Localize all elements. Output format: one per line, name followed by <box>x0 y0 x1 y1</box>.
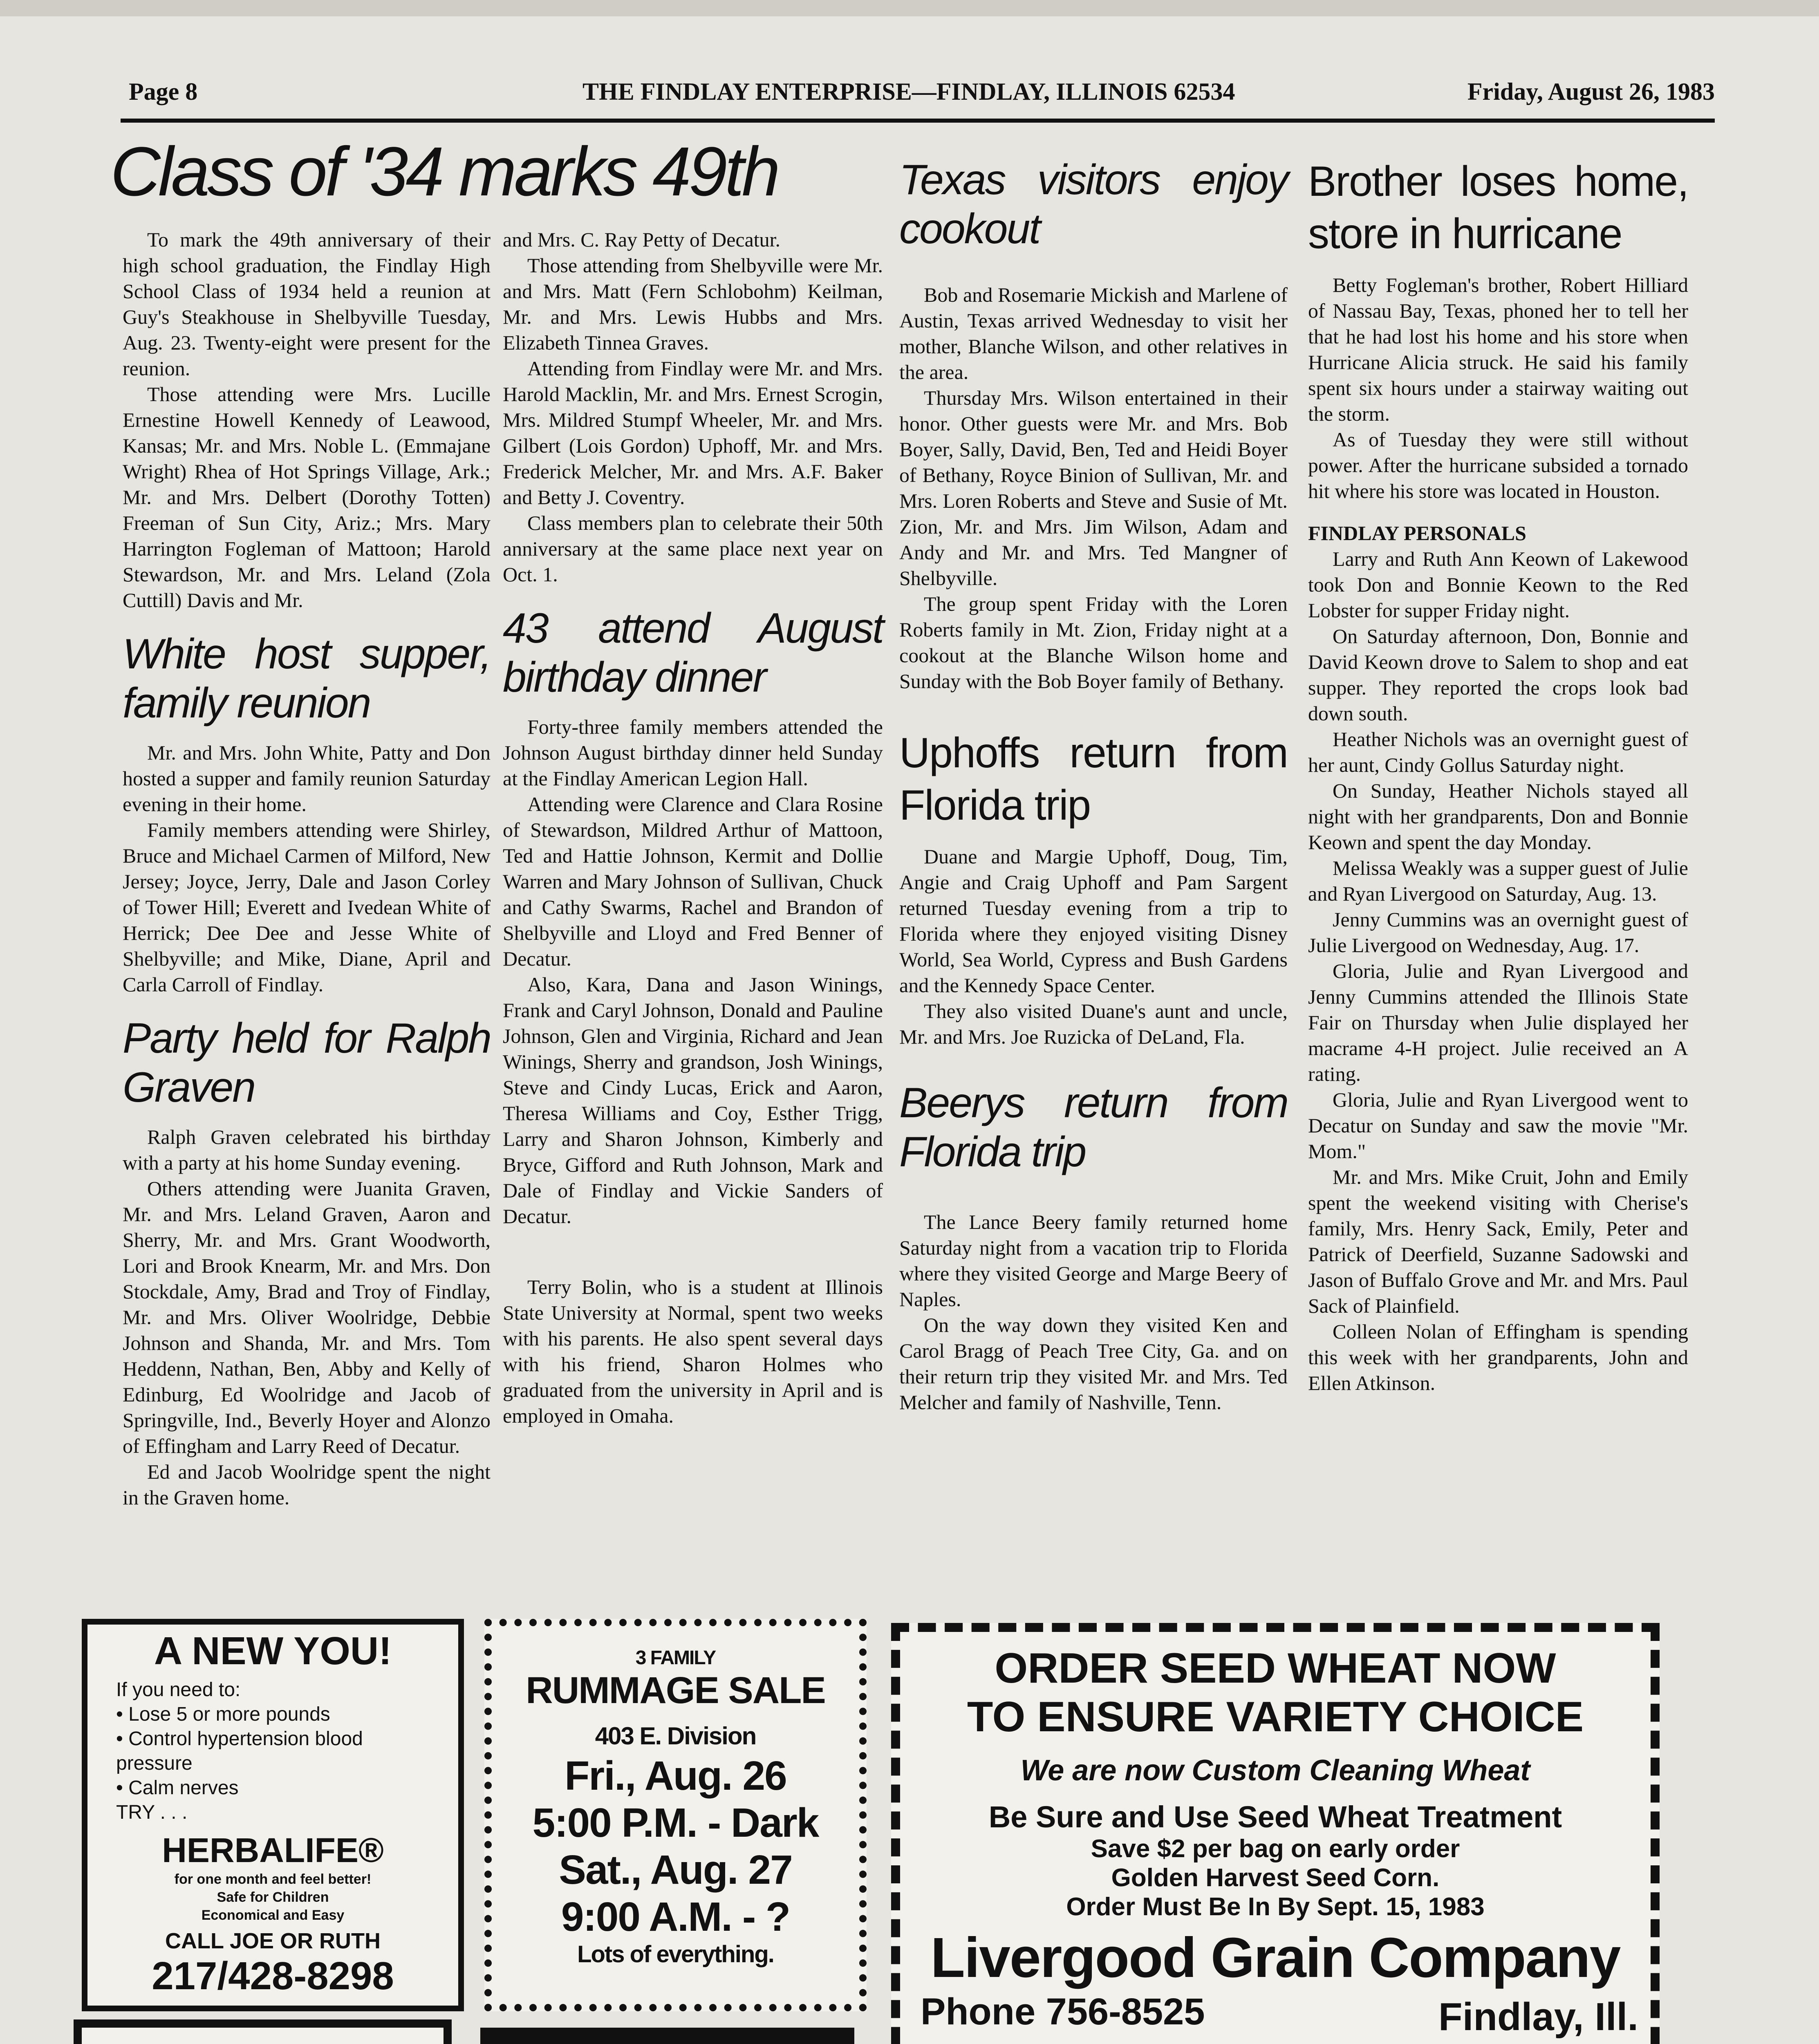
personals-paragraph: Mr. and Mrs. Mike Cruit, John and Emily spent the weekend visiting with Cherise's family, Mrs. Henry Sack, Emily, Peter and Patrick of Deerfield, Suzanne Sadowski and Jason of Buffalo Grove and Mr. and Mrs. Paul Sack of Plainfield. <box>1308 1165 1688 1317</box>
herbalife-text: If you need to: <box>116 1679 241 1701</box>
personals-subhead: FINDLAY PERSONALS <box>1308 522 1526 545</box>
personals-paragraph: Gloria, Julie and Ryan Livergood and Jenny Cummins attended the Illinois State Fair on Thursday when Julie displayed her macrame 4-H project. Julie received an A rating. <box>1308 959 1688 1085</box>
class34-paragraph: Those attending from Shelbyville were Mr. and Mrs. Matt (Fern Schlobohm) Keilman, Mr. and Mrs. Lewis Hubbs and Mrs. Elizabeth Tinnea Graves. <box>503 254 883 354</box>
bolin-paragraph: Terry Bolin, who is a student at Illinois State University at Normal, spent two weeks with his parents. He also spent several days with his friend, Sharon Holmes who graduated from the university in April and is employed in Omaha. <box>503 1275 883 1427</box>
class34-headline-block <box>110 133 887 211</box>
seed-wheat-ad <box>891 1623 1660 2044</box>
rummage-note: Lots of everything. <box>577 1941 774 1968</box>
personals-paragraph: Colleen Nolan of Effingham is spending this week with her grandparents, John and Ellen Atkinson. <box>1308 1320 1688 1394</box>
rummage-title: RUMMAGE SALE <box>526 1670 825 1711</box>
seed-town: Findlay, Ill. <box>1438 1995 1638 2039</box>
graven-paragraph: Ed and Jacob Woolridge spent the night in the Graven home. <box>123 1460 491 1509</box>
texas-paragraph: Bob and Rosemarie Mickish and Marlene of Austin, Texas arrived Wednesday to visit her mother, Blanche Wilson, and other relatives in the area. <box>899 283 1288 383</box>
beery-paragraph: On the way down they visited Ken and Carol Bragg of Peach Tree City, Ga. and on their return trip they visited Mr. and Mrs. Ted Melcher and family of Nashville, Tenn. <box>899 1313 1288 1414</box>
page-number: Page 8 <box>129 78 198 105</box>
personals-paragraph: Gloria, Julie and Ryan Livergood went to Decatur on Sunday and saw the movie "Mr. Mom." <box>1308 1088 1688 1163</box>
texas-paragraph: Thursday Mrs. Wilson entertained in their honor. Other guests were Mr. and Mrs. Bob Boyer, Sally, David, Ben, Ted and Heidi Boyer of Bethany, Royce Binion of Sullivan, Mr. and Mrs. Loren Roberts and Steve and Susie of Mt. Zion, Mr. and Mrs. Jim Wilson, Adam and Andy and Mr. and Mrs. Ted Mangner of Shelbyville. <box>899 386 1288 589</box>
herbalife-phone: 217/428-8298 <box>152 1954 394 1998</box>
texas-headline: Texas visitors enjoy cookout <box>899 156 1288 253</box>
seed-company: Livergood Grain Company <box>930 1926 1620 1989</box>
personals-paragraph: On Sunday, Heather Nichols stayed all night with her grandparents, Don and Bonnie Keown and spent the day Monday. <box>1308 779 1688 854</box>
rummage-address: 403 E. Division <box>595 1722 756 1750</box>
rummage-sale-ad <box>484 1619 867 2011</box>
texas-paragraph: The group spent Friday with the Loren Roberts family in Mt. Zion, Friday night at a cookout at the Blanche Wilson home and Sunday with the Bob Boyer family of Bethany. <box>899 592 1288 693</box>
rummage-day: Fri., Aug. 26 <box>565 1753 786 1799</box>
herbalife-try: TRY . . . <box>116 1802 188 1823</box>
class34-paragraph: Those attending were Mrs. Lucille Ernestine Howell Kennedy of Leawood, Kansas; Mr. and Mrs. Noble L. (Emmajane Wright) Rhea of Hot Springs Village, Ark.; Mr. and Mrs. Delbert (Dorothy Totten) Freeman of Sun City, Ariz.; Mrs. Mary Harrington Fogleman of Mattoon; Harold Stewardson, Mr. and Mrs. Leland (Zola Cuttill) Davis and Mr. <box>123 383 491 612</box>
johnson-headline: 43 attend August birthday dinner <box>503 605 883 701</box>
class34-headline: Class of '34 marks 49th <box>110 133 778 211</box>
johnson-paragraph: Forty-three family members attended the Johnson August birthday dinner held Sunday at the Findlay American Legion Hall. <box>503 715 883 790</box>
seed-headline: ORDER SEED WHEAT NOW <box>995 1645 1556 1692</box>
herbalife-tagline: Safe for Children <box>217 1889 329 1905</box>
issue-date: Friday, August 26, 1983 <box>1467 78 1715 105</box>
rothman-ad <box>74 2019 452 2044</box>
rummage-day: Sat., Aug. 27 <box>559 1847 792 1893</box>
herbalife-title: A NEW YOU! <box>154 1629 392 1673</box>
personals-paragraph: On Saturday afternoon, Don, Bonnie and David Keown drove to Salem to shop and eat supper. They reported the crops look bad down south. <box>1308 625 1688 725</box>
page-top-edge <box>0 0 1819 16</box>
herbalife-tagline: Economical and Easy <box>201 1907 345 1923</box>
beery-headline: Beerys return from Florida trip <box>899 1079 1288 1176</box>
class34-paragraph: To mark the 49th anniversary of their high school graduation, the Findlay High School Class of 1934 held a reunion at Guy's Steakhouse in Shelbyville Tuesday, Aug. 23. Twenty-eight were present for the reunion. <box>123 228 491 380</box>
personals-paragraph: Heather Nichols was an overnight guest of her aunt, Cindy Gollus Saturday night. <box>1308 728 1688 776</box>
column-4 <box>1308 155 1688 1396</box>
hurricane-paragraph: Betty Fogleman's brother, Robert Hilliard of Nassau Bay, Texas, phoned her to tell her that he had lost his home and his store when Hurricane Alicia struck. He said his family spent six hours under a stairway waiting out the storm. <box>1308 273 1688 425</box>
column-3 <box>899 155 1288 1415</box>
white-headline: White host supper, family reunion <box>123 630 491 727</box>
seed-text: Be Sure and Use Seed Wheat Treatment <box>988 1800 1562 1834</box>
seed-text: Save $2 per bag on early order <box>1091 1835 1460 1863</box>
herbalife-bullet: • Lose 5 or more pounds <box>116 1703 330 1725</box>
newspaper-name: THE FINDLAY ENTERPRISE—FINDLAY, ILLINOIS 62534 <box>582 78 1235 105</box>
herbalife-tagline: for one month and feel better! <box>174 1871 372 1887</box>
for-sale-ad <box>480 2028 854 2044</box>
masthead <box>121 78 1715 123</box>
graven-paragraph: Others attending were Juanita Graven, Mr. and Mrs. Leland Graven, Aaron and Sherry, Mr. and Mrs. Grant Woodworth, Lori and Brook Knearm, Mr. and Mrs. Don Stockdale, Amy, Brad and Troy of Findlay, Mr. and Mrs. Oliver Woolridge, Debbie Johnson and Shanda, Mr. and Mrs. Tom Heddenn, Nathan, Ben, Abby and Kelly of Edinburg, Ed Woolridge and Jacob of Springville, Ind., Beverly Hoyer and Alonzo of Effingham and Larry Reed of Decatur. <box>123 1177 491 1457</box>
graven-headline: Party held for Ralph Graven <box>123 1015 491 1111</box>
white-paragraph: Family members attending were Shirley, Bruce and Michael Carmen of Milford, New Jersey; Joyce, Jerry, Dale and Jason Corley of Tower Hill; Everett and Ivedean White of Herrick; Dee Dee and Jesse White of Shelbyville; and Mike, Diane, April and Carla Carroll of Findlay. <box>123 818 491 996</box>
herbalife-ad <box>82 1619 464 2011</box>
graven-paragraph: Ralph Graven celebrated his birthday with a party at his home Sunday evening. <box>123 1125 491 1174</box>
seed-text: We are now Custom Cleaning Wheat <box>1020 1754 1530 1787</box>
masthead-rule <box>121 119 1715 123</box>
personals-paragraph: Larry and Ruth Ann Keown of Lakewood took Don and Bonnie Keown to the Red Lobster for supper Friday night. <box>1308 547 1688 622</box>
johnson-paragraph: Attending were Clarence and Clara Rosine of Stewardson, Mildred Arthur of Mattoon, Ted and Hattie Johnson, Kermit and Dollie Warren and Mary Johnson of Sullivan, Chuck and Cathy Swarms, Rachel and Brandon of Shelbyville and Lloyd and Fred Benner of Decatur. <box>503 793 883 970</box>
herbalife-bullet: • Calm nerves <box>116 1777 239 1799</box>
seed-phone: Phone 756-8525 <box>921 1991 1205 2033</box>
column-1 <box>123 227 491 1511</box>
hurricane-headline: Brother loses home, store in hurricane <box>1308 158 1688 258</box>
class34-paragraph: Class members plan to celebrate their 50th anniversary at the same place next year on Oct. 1. <box>503 511 883 586</box>
personals-paragraph: Melissa Weakly was a supper guest of Julie and Ryan Livergood on Saturday, Aug. 13. <box>1308 856 1688 905</box>
seed-text: Golden Harvest Seed Corn. <box>1111 1864 1440 1892</box>
hurricane-paragraph: As of Tuesday they were still without power. After the hurricane subsided a tornado hit where his store was located in Houston. <box>1308 428 1688 502</box>
white-paragraph: Mr. and Mrs. John White, Patty and Don hosted a supper and family reunion Saturday evening in their home. <box>123 741 491 816</box>
rummage-time: 9:00 A.M. - ? <box>561 1894 790 1940</box>
uphoff-headline: Uphoffs return from Florida trip <box>899 729 1288 829</box>
column-2 <box>503 227 883 1429</box>
uphoff-paragraph: Duane and Margie Uphoff, Doug, Tim, Angie and Craig Uphoff and Pam Sargent returned Tuesday evening from a trip to Florida where they enjoyed visiting Disney World, Sea World, Cypress and Bush Gardens and the Kennedy Space Center. <box>899 845 1288 997</box>
herbalife-call: CALL JOE OR RUTH <box>165 1929 381 1953</box>
herbalife-bullet: • Control hypertension blood pressure <box>116 1728 363 1774</box>
herbalife-brand: HERBALIFE® <box>162 1831 384 1869</box>
seed-headline: TO ENSURE VARIETY CHOICE <box>967 1693 1584 1741</box>
rummage-line: 3 FAMILY <box>635 1647 716 1669</box>
personals-paragraph: Jenny Cummins was an overnight guest of Julie Livergood on Wednesday, Aug. 17. <box>1308 908 1688 957</box>
beery-paragraph: The Lance Beery family returned home Saturday night from a vacation trip to Florida where they visited George and Marge Beery of Naples. <box>899 1210 1288 1311</box>
class34-paragraph: Attending from Findlay were Mr. and Mrs. Harold Macklin, Mr. and Mrs. Ernest Scrogin, Mrs. Mildred Stumpf Wheeler, Mr. and Mrs. Gilbert (Lois Gordon) Uphoff, Mr. and Mrs. Frederick Melcher, Mr. and Mrs. A.F. Baker and Betty J. Coventry. <box>503 357 883 509</box>
johnson-paragraph: Also, Kara, Dana and Jason Winings, Frank and Caryl Johnson, Donald and Pauline Johnson, Glen and Virginia, Richard and Jean Winings, Sherry and grandson, Josh Winings, Steve and Cindy Lucas, Erick and Aaron, Theresa Williams and Coy, Esther Trigg, Larry and Sharon Johnson, Kimberly and Bryce, Gifford and Ruth Johnson, Mark and Dale of Findlay and Vickie Sanders of Decatur. <box>503 973 883 1228</box>
uphoff-paragraph: They also visited Duane's aunt and uncle, Mr. and Mrs. Joe Ruzicka of DeLand, Fla. <box>899 1000 1288 1048</box>
rummage-time: 5:00 P.M. - Dark <box>532 1800 819 1846</box>
class34-paragraph: and Mrs. C. Ray Petty of Decatur. <box>503 228 781 251</box>
seed-text: Order Must Be In By Sept. 15, 1983 <box>1066 1893 1485 1921</box>
